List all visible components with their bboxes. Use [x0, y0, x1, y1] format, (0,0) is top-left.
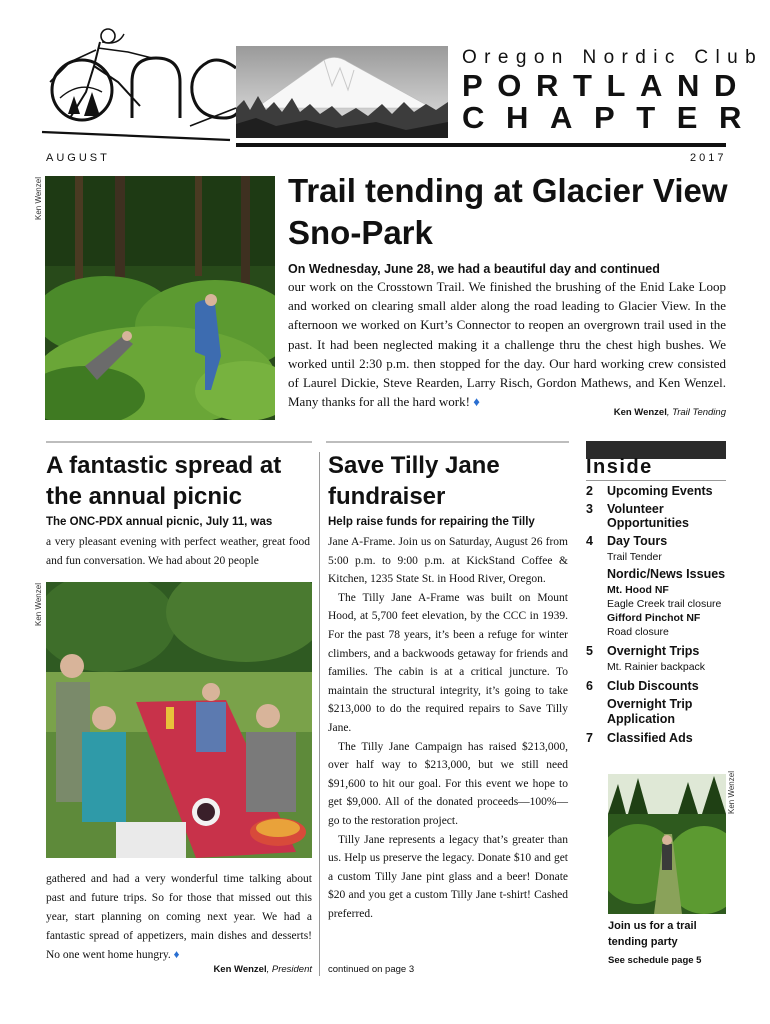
toc-sublabel: Trail Tender [607, 551, 662, 563]
tilly-para-4: Tilly Jane represents a legacy that’s greater than us. Help us preserve the legacy. Donate $10 and get a custom Tilly Jane pint glass and a beer! Donate $20 and you get a custom Tilly Jane t-shirt! Cashed preferred. [328, 833, 568, 920]
toc-sublabel: Mt. Rainier backpack [607, 661, 706, 673]
toc-number: 2 [586, 484, 593, 498]
toc-number: 3 [586, 502, 593, 516]
toc-label: Application [607, 712, 676, 726]
issue-year: 2017 [690, 152, 727, 164]
trail-party-photo [608, 774, 726, 914]
toc-label: Volunteer [607, 502, 664, 516]
masthead-rule [236, 143, 726, 147]
toc-label: Nordic/News Issues [607, 567, 726, 581]
lead-article-byline [560, 407, 726, 418]
trail-party-promo[interactable] [608, 919, 728, 950]
picnic-text: gathered and had a very wonderful time talking about past and future trips. So for those that missed out this year, start planning on coming next year. We had a fantastic spread of appetizers, main dishes and desserts! No one went home hungry. [46, 873, 312, 961]
toc-label: Classified Ads [607, 731, 693, 745]
toc-label: Upcoming Events [607, 484, 713, 498]
picnic-photo [46, 582, 312, 858]
chapter-line-2: CHAPTER [462, 100, 764, 135]
picnic-photo-credit: Ken Wenzel [34, 583, 43, 626]
toc-label: Overnight Trips [607, 644, 700, 658]
tilly-para-3: The Tilly Jane Campaign has raised $213,000, over half way to $213,000, but we still need $91,600 to hit our goal. For this event we hope to get $9,000. All of the donated proceeds—100%—go to the restoration project. [328, 740, 568, 827]
section-rule-middle [326, 441, 569, 443]
tilly-para-1: Jane A-Frame. Join us on Saturday, August 26 from 5:00 p.m. to 9:00 p.m. at KickStand Coffee & Kitchen, 1235 State St. in Hood River, Oregon. [328, 536, 568, 586]
picnic-body-top: a very pleasant evening with perfect weather, great food and fun conversation. We had about 20 people [46, 536, 310, 567]
byline-role: , Trail Tending [666, 407, 726, 418]
photo-credit: Ken Wenzel [34, 177, 43, 220]
toc-sublabel: Mt. Hood NF [607, 584, 669, 596]
onc-logo [40, 22, 240, 144]
promo-line-2: tending party [608, 935, 678, 948]
toc-sublabel: Gifford Pinchot NF [607, 612, 701, 624]
lead-article-title: Trail tending at Glacier View Sno-Park [288, 172, 728, 251]
toc-number: 5 [586, 644, 593, 658]
tilly-para-2: The Tilly Jane A-Frame was built on Mount Hood, at 5,700 feet elevation, by the CCC in 1939. For the past 78 years, it’s been a refuge for winter climbers, and a backwoods getaway for friends and families. The cabin is at a critical juncture. To maintain the structural integrity, it’s going to take $213,000 to do the required repairs to Save Tilly Jane. [328, 591, 568, 734]
sidebar-photo-credit: Ken Wenzel [727, 771, 736, 814]
tilly-title: Save Tilly Jane fundraiser [328, 452, 500, 510]
trail-tending-photo [45, 176, 275, 420]
section-rule-left [46, 441, 312, 443]
inside-rule [586, 480, 726, 481]
skier-logo-icon [40, 22, 240, 144]
picnic-byline-name: Ken Wenzel [213, 964, 267, 975]
promo-note: See schedule page 5 [608, 955, 702, 966]
tilly-lead-in: Help raise funds for repairing the Tilly [328, 516, 535, 528]
mount-hood-photo [236, 46, 448, 138]
toc-label: Opportunities [607, 516, 689, 530]
club-name: Oregon Nordic Club [462, 47, 764, 68]
byline-name: Ken Wenzel [613, 407, 667, 418]
end-mark-icon: ♦ [473, 394, 480, 410]
inside-heading: Inside [586, 456, 653, 478]
picnic-end-mark-icon: ♦ [173, 949, 180, 961]
picnic-title: A fantastic spread at the annual picnic [46, 452, 282, 510]
toc-number: 7 [586, 731, 593, 745]
picnic-lead-in: The ONC-PDX annual picnic, July 11, was [46, 516, 273, 528]
toc-label: Day Tours [607, 534, 668, 548]
toc-number: 4 [586, 534, 593, 548]
toc-label: Overnight Trip [607, 697, 693, 711]
lead-article-body [288, 277, 726, 411]
issue-month: AUGUST [46, 152, 110, 164]
column-divider [319, 452, 320, 976]
lead-article-lead-in: On Wednesday, June 28, we had a beautiful day and continued [288, 262, 660, 276]
lead-article-text: our work on the Crosstown Trail. We finished the brushing of the Enid Lake Loop and worked on clearing small alder along the road leading to Glacier View. In the afternoon we worked on Kurt’s Connector to reopen an overgrown trail used in the past. It had been neglected making it a challenge thru the chest high bushes. We worked until 2:30 p.m. then stopped for the day. Our hard working crew consisted of Laurel Dickie, Steve Rearden, Larry Risch, Gordon Mathews, and Ken Wenzel. Many thanks for all the hard work! [288, 279, 726, 410]
toc-sublabel: Eagle Creek trail closure [607, 598, 722, 610]
continued-note: continued on page 3 [328, 964, 415, 975]
toc-sublabel: Road closure [607, 626, 669, 638]
picnic-byline-role: , President [266, 964, 312, 975]
toc-number: 6 [586, 679, 593, 693]
picnic-body-bottom [46, 870, 312, 965]
tilly-body [328, 533, 568, 923]
picnic-byline [150, 964, 312, 975]
chapter-line-1: PORTLAND [462, 68, 752, 103]
promo-line-1: Join us for a trail [608, 920, 697, 932]
toc-label: Club Discounts [607, 679, 699, 693]
